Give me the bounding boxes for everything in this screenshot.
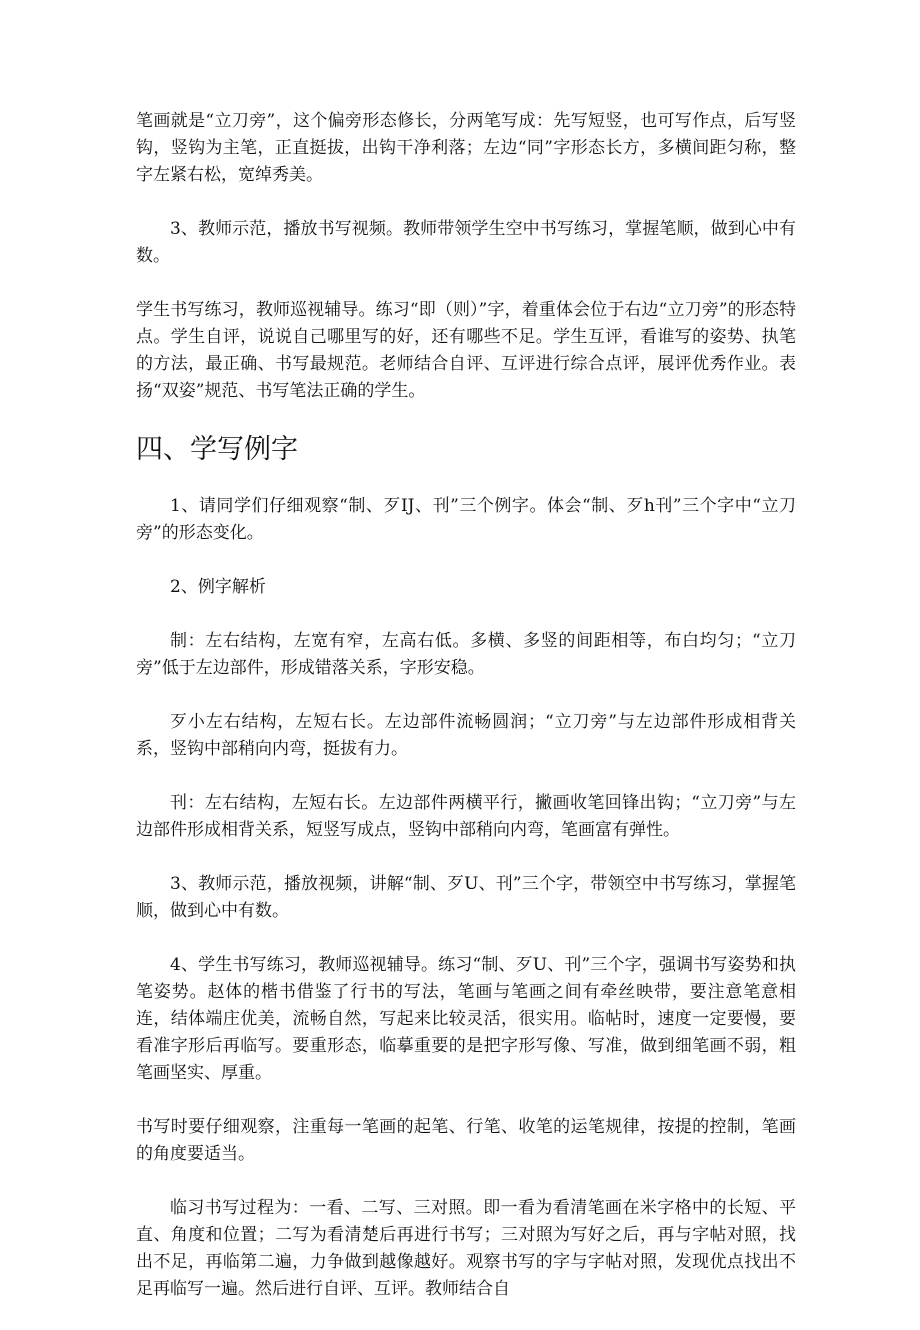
paragraph-teacher-video-demo: 3、教师示范，播放视频，讲解“制、歹U、刊”三个字，带领空中书写练习，掌握笔顺，做到心中有数。	[136, 874, 796, 921]
paragraph-analysis-zhi: 制：左右结构，左宽有窄，左高右低。多横、多竖的间距相等，布白均匀；“立刀旁”低于左边部件，形成错落关系，字形安稳。	[136, 631, 796, 678]
paragraph-teacher-demo: 3、教师示范，播放书写视频。教师带领学生空中书写练习，掌握笔顺，做到心中有数。	[136, 219, 796, 266]
paragraph-copying-process: 临习书写过程为：一看、二写、三对照。即一看为看清笔画在米字格中的长短、平直、角度和位置；二写为看清楚后再进行书写；三对照为写好之后，再与字帖对照，找出不足，再临第二遍，力争做到越像越好。观察书写的字与字帖对照，发现优点找出不足再临写一遍。然后进行自评、互评。教师结合自	[136, 1198, 796, 1299]
paragraph-analysis-kan: 刊：左右结构，左短右长。左边部件两横平行，撇画收笔回锋出钩；“立刀旁”与左边部件形成相背关系，短竖写成点，竖钩中部稍向内弯，笔画富有弹性。	[136, 793, 796, 840]
section-heading: 四、学写例字	[136, 434, 298, 465]
paragraph-example-analysis-title: 2、例字解析	[170, 577, 266, 597]
document-body	[136, 108, 796, 1330]
paragraph-observation-tips: 书写时要仔细观察，注重每一笔画的起笔、行笔、收笔的运笔规律，按提的控制，笔画的角度要适当。	[136, 1117, 796, 1164]
paragraph-stroke-description: 笔画就是“立刀旁”，这个偏旁形态修长，分两笔写成：先写短竖，也可写作点，后写竖钩，竖钩为主笔，正直挺拔，出钩干净利落；左边“同”字形态长方，多横间距匀称，整字左紧右松，宽绰秀美。	[136, 111, 796, 185]
paragraph-analysis-lie: 歹小左右结构，左短右长。左边部件流畅圆润；“立刀旁”与左边部件形成相背关系，竖钩中部稍向内弯，挺拔有力。	[136, 712, 796, 759]
paragraph-student-practice: 学生书写练习，教师巡视辅导。练习“即（则）”字，着重体会位于右边“立刀旁”的形态特点。学生自评，说说自己哪里写的好，还有哪些不足。学生互评，看谁写的姿势、执笔的方法，最正确、书写最规范。老师结合自评、互评进行综合点评，展评优秀作业。表扬“双姿”规范、书写笔法正确的学生。	[136, 300, 796, 401]
paragraph-writing-practice: 4、学生书写练习，教师巡视辅导。练习“制、歹U、刊”三个字，强调书写姿势和执笔姿势。赵体的楷书借鉴了行书的写法，笔画与笔画之间有牵丝映带，要注意笔意相连，结体端庄优美，流畅自然，写起来比较灵活，很实用。临帖时，速度一定要慢，要看准字形后再临写。要重形态，临摹重要的是把字形写像、写准，做到细笔画不弱，粗笔画坚实、厚重。	[136, 955, 796, 1083]
paragraph-observe-examples: 1、请同学们仔细观察“制、歹IJ、刊”三个例字。体会“制、歹h刊”三个字中“立刀旁”的形态变化。	[136, 496, 796, 543]
